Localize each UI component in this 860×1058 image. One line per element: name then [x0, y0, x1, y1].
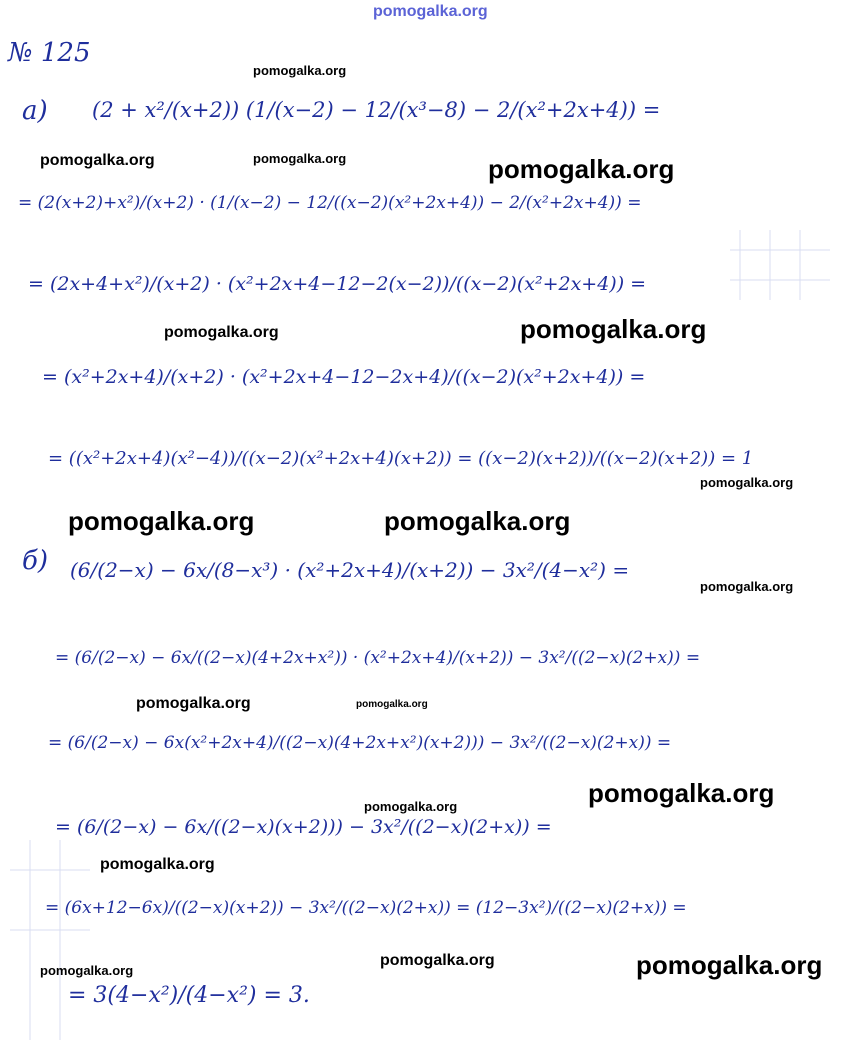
part-b-line-3: = (6/(2−x) − 6x(x²+2x+4)/((2−x)(4+2x+x²)(x+2))) − 3x²/((2−x)(2+x)) = [48, 733, 672, 753]
part-b-line-4: = (6/(2−x) − 6x/((2−x)(x+2))) − 3x²/((2−x)(2+x)) = [55, 816, 552, 838]
problem-number: № 125 [8, 38, 91, 68]
part-a-line-4: = (x²+2x+4)/(x+2) · (x²+2x+4−12−2x+4)/((x−2)(x²+2x+4)) = [42, 366, 646, 388]
watermark: pomogalka.org [164, 324, 279, 341]
watermark: pomogalka.org [253, 151, 347, 166]
watermark: pomogalka.org [700, 475, 794, 490]
watermark: pomogalka.org [40, 963, 134, 978]
watermark: pomogalka.org [253, 63, 347, 78]
part-b-line-6: = 3(4−x²)/(4−x²) = 3. [68, 983, 310, 1008]
part-a-line-5: = ((x²+2x+4)(x²−4))/((x−2)(x²+2x+4)(x+2)) = ((x−2)(x+2))/((x−2)(x+2)) = 1 [48, 448, 754, 469]
watermark: pomogalka.org [380, 952, 495, 969]
watermark: pomogalka.org [40, 152, 155, 169]
part-a-line-3: = (2x+4+x²)/(x+2) · (x²+2x+4−12−2(x−2))/((x−2)(x²+2x+4)) = [28, 273, 647, 295]
watermark: pomogalka.org [700, 579, 794, 594]
watermark: pomogalka.org [136, 695, 251, 712]
part-b-line-1: (6/(2−x) − 6x/(8−x³) · (x²+2x+4)/(x+2)) − 3x²/(4−x²) = [70, 558, 630, 582]
part-a-line-2: = (2(x+2)+x²)/(x+2) · (1/(x−2) − 12/((x−2)(x²+2x+4)) − 2/(x²+2x+4)) = [18, 193, 642, 213]
part-a-line-1: (2 + x²/(x+2)) (1/(x−2) − 12/(x³−8) − 2/(x²+2x+4)) = [92, 98, 661, 122]
part-b-line-2: = (6/(2−x) − 6x/((2−x)(4+2x+x²)) · (x²+2x+4)/(x+2)) − 3x²/((2−x)(2+x)) = [55, 648, 701, 668]
part-b-label: б) [22, 546, 49, 576]
watermark: pomogalka.org [488, 154, 675, 184]
part-b-line-5: = (6x+12−6x)/((2−x)(x+2)) − 3x²/((2−x)(2+x)) = (12−3x²)/((2−x)(2+x)) = [45, 898, 687, 918]
part-a-label: а) [22, 96, 48, 126]
watermark: pomogalka.org [636, 950, 823, 980]
watermark: pomogalka.org [588, 778, 775, 808]
watermark: pomogalka.org [68, 506, 255, 536]
watermark: pomogalka.org [100, 856, 215, 873]
watermark: pomogalka.org [384, 506, 571, 536]
watermark: pomogalka.org [356, 699, 428, 710]
watermark: pomogalka.org [364, 799, 458, 814]
watermark: pomogalka.org [520, 314, 707, 344]
watermark-top: pomogalka.org [373, 3, 488, 20]
